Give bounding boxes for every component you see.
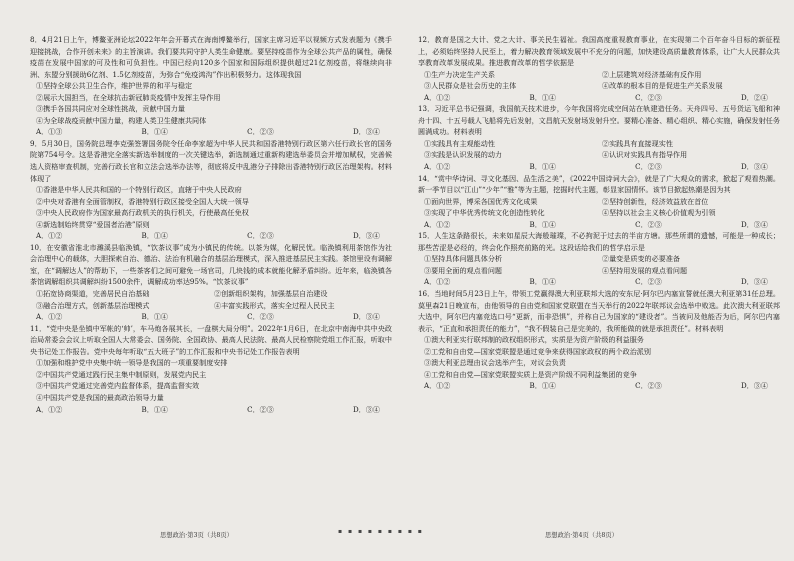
answer-a: A．①② bbox=[424, 381, 451, 391]
answer-choices bbox=[30, 311, 392, 323]
option: ②中国共产党通过践行民主集中制原则，发展党内民主 bbox=[36, 369, 207, 379]
option: ④为全球战疫贡献中国力量，构建人类卫生健康共同体 bbox=[36, 115, 207, 125]
option: ④坚持用发展的观点看问题 bbox=[602, 265, 688, 275]
question-stem: 9．5月30日，国务院总理李克强签署国务院令任命李家超为中华人民共和国香港特别行政区第六任行政长官的国务院第754号令。这是香港完全落实新选举制度的一次关键选举，新选制通过重新构建选举委员会并增加赋权，完善候选人资格审查机制，完善行政长官和立法会选举办法等，彻底将反中乱港分子排除出香港特别行政区治理架构。材料体现了 bbox=[30, 138, 392, 183]
option: ①实践具有主观能动性 bbox=[424, 138, 495, 148]
option: ④坚持以社会主义核心价值观为引领 bbox=[602, 208, 716, 218]
answer-b: B．①④ bbox=[529, 219, 557, 229]
answer-choices bbox=[418, 276, 780, 288]
left-column bbox=[30, 34, 392, 415]
option-row bbox=[418, 265, 780, 277]
answer-d: D．③④ bbox=[353, 312, 380, 322]
option: ①生产力决定生产关系 bbox=[424, 69, 495, 79]
option-row bbox=[418, 253, 780, 265]
option: ③人民群众是社会历史的主体 bbox=[424, 81, 517, 91]
option-row bbox=[418, 138, 780, 150]
answer-choices bbox=[30, 230, 392, 242]
option-row bbox=[418, 149, 780, 161]
question-11 bbox=[30, 323, 392, 415]
answer-a: A．①② bbox=[36, 404, 63, 414]
option: ③实践是认识发展的动力 bbox=[424, 150, 503, 160]
answer-c: C．②③ bbox=[635, 277, 662, 287]
answer-d: D．③④ bbox=[353, 404, 380, 414]
question-stem: 16．当地时间5月23日上午，带领工党赢得澳大利亚联邦大选的安东尼·阿尔巴内塞宣誓就任澳大利亚第31任总理。莫里森21日晚宣布，由他领导的自由党和国家党联盟在当天举行的2022年联邦议会选举中败选。此次澳大利亚联邦大选中，阿尔巴内塞竞选口号“更新，而非恐惧”，并称自己为国家的“建设者”。当被问及他能否为后，阿尔巴内塞表示，“正直和承担责任的能力”，“我不假装自己是完美的，我所能做的就是承担责任”。材料表明 bbox=[418, 289, 780, 333]
option: ②创新组织架构，加强基层自治建设 bbox=[214, 289, 328, 299]
question-12 bbox=[418, 34, 780, 103]
question-14 bbox=[418, 173, 780, 231]
question-13 bbox=[418, 103, 780, 172]
option-row bbox=[418, 196, 780, 208]
page-footer-right: 思想政治·第4页（共8页） bbox=[545, 532, 618, 539]
option: ②展示大国担当，在全球抗击新冠肺炎疫情中发挥主导作用 bbox=[36, 92, 221, 102]
option: ③融合治理方式，创新基层治理模式 bbox=[36, 300, 150, 310]
answer-c: C．②③ bbox=[247, 231, 274, 241]
answer-a: A．①② bbox=[424, 162, 451, 172]
option-row bbox=[418, 207, 780, 219]
option: ①面向世界，博采各国优秀文化成果 bbox=[424, 196, 538, 206]
answer-b: B．①④ bbox=[529, 92, 557, 102]
answer-b: B．①④ bbox=[141, 127, 169, 137]
option: ②坚持创新性，经济效益放在首位 bbox=[602, 196, 709, 206]
option: ④改革的根本目的是促进生产关系发展 bbox=[602, 81, 723, 91]
question-stem: 8．4月21日上午，博鳌亚洲论坛2022年年会开幕式在海南博鳌举行，国家主席习近平以视频方式发表题为《携手迎接挑战，合作开创未来》的主旨演讲。我们要共同守护人类生命健康。要坚持疫苗作为全球公共产品的属性，确保疫苗在发展中国家的可及性和可负担性。中国已经向120多个国家和国际组织提供超过21亿剂疫苗，将继续向非洲、东盟分别援助6亿剂、1.5亿剂疫苗，为弥合“免疫鸿沟”作出积极努力。这体现我国 bbox=[30, 35, 392, 79]
answer-d: D．③④ bbox=[741, 219, 768, 229]
answer-choices bbox=[418, 219, 780, 231]
answer-c: C．②③ bbox=[635, 162, 662, 172]
option: ①坚持全球公共卫生合作，维护世界的和平与稳定 bbox=[36, 81, 193, 91]
answer-a: A．①③ bbox=[36, 127, 63, 137]
answer-choices bbox=[418, 380, 780, 392]
question-stem: 14．“赏中华诗词、寻文化基因、品生活之美”，《2022中国诗词大会》，就是了广大观众的需求，掀起了观看热潮。新一季节目以“江山”“少年”“雅”等为主题，挖掘时代主题，彰显家国情怀。该节目掀起热潮是因为其 bbox=[418, 173, 780, 195]
answer-d: D．②④ bbox=[741, 92, 768, 102]
question-stem: 15．人生这条路很长，未来如星辰大海般璀璨，不必拘泥于过去的半亩方塘。那些所谓的遗憾，可能是一种成长；那些苦涩是必经的，终会化作照亮前路的光。这段话给我们的哲学启示是 bbox=[418, 231, 780, 252]
option: ③中央人民政府作为国家最高行政机关的执行机关，行使最高任免权 bbox=[36, 208, 249, 218]
question-9 bbox=[30, 138, 392, 242]
answer-choices bbox=[418, 92, 780, 104]
answer-b: B．①④ bbox=[529, 162, 557, 172]
option: ②中央对香港有全面管制权，香港特别行政区接受全国人大统一领导 bbox=[36, 196, 249, 206]
question-stem: 10．在安徽省淮北市濉溪县临涣镇，“饮茶议事”成为小镇民的传统。以茶为媒，化解民忧。临涣镇利用茶馆作为社会治理中心的载体，大胆探索自治、德治、法治有机融合的基层治理模式，深入推进基层民主实践。茶馆里设有调解室，在“调解达人”的帮助下，一些茶客们之间可避免一场官司，几块钱的成本就能化解矛盾纠纷。近年来，临涣镇各茶馆调解组织共调解纠纷1500余件，调解成功率达95%。“饮茶议事” bbox=[30, 242, 392, 287]
answer-a: A．①② bbox=[424, 219, 451, 229]
option: ③实现了中华优秀传统文化创造性转化 bbox=[424, 208, 545, 218]
question-stem: 13．习近平总书记强调，我国航天技术进步，今年我国将完成空间站在轨建造任务。天舟四号、五号货运飞船和神舟十四、十五号载人飞船将先后发射，文昌航天发射场发射升空。要精心准备、精心组织、精心实施，确保发射任务圆满成功。材料表明 bbox=[418, 104, 780, 137]
question-10 bbox=[30, 242, 392, 323]
option-row bbox=[30, 288, 392, 300]
option: ④新选制始终贯穿“爱国者治港”原则 bbox=[36, 219, 150, 229]
option: ③要用全面的观点看问题 bbox=[424, 265, 503, 275]
question-16 bbox=[418, 288, 780, 392]
answer-b: B．①④ bbox=[529, 381, 557, 391]
option: ④工党和自由党—国家党联盟实质上是资产阶级不同利益集团的竞争 bbox=[424, 369, 637, 379]
option: ④丰富实践形式，落实全过程人民民主 bbox=[214, 300, 335, 310]
answer-d: D．③④ bbox=[353, 127, 380, 137]
answer-a: A．①② bbox=[36, 231, 63, 241]
option: ②实践具有直接现实性 bbox=[602, 138, 673, 148]
answer-a: A．①② bbox=[424, 92, 451, 102]
answer-choices bbox=[30, 126, 392, 138]
option: ②工党和自由党—国家党联盟是通过竞争来获得国家政权的两个政治派别 bbox=[424, 346, 651, 356]
question-15 bbox=[418, 230, 780, 288]
option: ①坚持具体问题具体分析 bbox=[424, 254, 503, 264]
option: ③携手各国共同应对全球性挑战，贡献中国力量 bbox=[36, 104, 185, 114]
answer-b: B．①④ bbox=[529, 277, 557, 287]
answer-c: C．②③ bbox=[635, 219, 662, 229]
option: ③澳大利亚总理由议会选举产生，对议会负责 bbox=[424, 358, 566, 368]
option: ①加强和维护党中央集中统一领导是我国的一项重要制度安排 bbox=[36, 358, 228, 368]
answer-c: C．②③ bbox=[635, 381, 662, 391]
answer-a: A．①② bbox=[424, 277, 451, 287]
option: ④认识对实践具有指导作用 bbox=[602, 150, 688, 160]
answer-b: B．①④ bbox=[141, 312, 169, 322]
answer-choices bbox=[30, 404, 392, 416]
answer-c: C．②③ bbox=[635, 92, 662, 102]
option: ②上层建筑对经济基础有反作用 bbox=[602, 69, 702, 79]
question-8 bbox=[30, 34, 392, 138]
option: ④中国共产党是我国的最高政治领导力量 bbox=[36, 392, 164, 402]
option: ①澳大利亚实行联邦制的政权组织形式，实质是为资产阶级的利益服务 bbox=[424, 335, 644, 345]
answer-c: C．②③ bbox=[247, 404, 274, 414]
answer-c: C．②③ bbox=[247, 127, 274, 137]
answer-choices bbox=[418, 161, 780, 173]
answer-d: D．③④ bbox=[741, 162, 768, 172]
answer-b: B．①④ bbox=[141, 231, 169, 241]
option: ①香港是中华人民共和国的一个特别行政区，直辖于中央人民政府 bbox=[36, 185, 242, 195]
question-stem: 11．“党中央是坐镇中军帐的‘帅’，车马炮各展其长，一盘棋大局分明”。2022年1月6日，在北京中南海中共中央政治局常委会会议上听取全国人大常委会、国务院、全国政协、最高人民法院、最高人民检察院党组工作汇报，听取中央书记处工作报告。党中央每年听取“五大班子”的工作汇报和中央书记处工作报告表明 bbox=[30, 323, 392, 356]
answer-d: D．③④ bbox=[741, 381, 768, 391]
page-divider-dots: ▪ ▪ ▪ ▪ ▪ ▪ ▪ ▪ ▪ bbox=[338, 528, 424, 535]
answer-b: B．①④ bbox=[141, 404, 169, 414]
answer-c: C．②③ bbox=[247, 312, 274, 322]
answer-d: D．③④ bbox=[353, 231, 380, 241]
question-stem: 12．教育是国之大计、党之大计、事关民生福祉。我国高度重视教育事业，在实现第二个百年奋斗目标的新征程上，必须始终坚持人民至上，着力解决教育领域发展中不充分的问题，加快建设高质量教育体系，让广大人民群众共享教育改革发展成果。推进教育改革的哲学依据是 bbox=[418, 35, 780, 68]
right-column bbox=[418, 34, 780, 392]
option: ②量变是质变的必要准备 bbox=[602, 254, 681, 264]
option: ③中国共产党通过完善党内监督体系，提高监督实效 bbox=[36, 381, 200, 391]
option-row bbox=[30, 300, 392, 312]
answer-a: A．①② bbox=[36, 312, 63, 322]
answer-d: D．③④ bbox=[741, 277, 768, 287]
page-footer-left: 思想政治·第3页（共8页） bbox=[160, 532, 233, 539]
option-row bbox=[418, 69, 780, 81]
option-row bbox=[418, 80, 780, 92]
option: ①拓宽协商渠道，完善居民自治基础 bbox=[36, 289, 150, 299]
